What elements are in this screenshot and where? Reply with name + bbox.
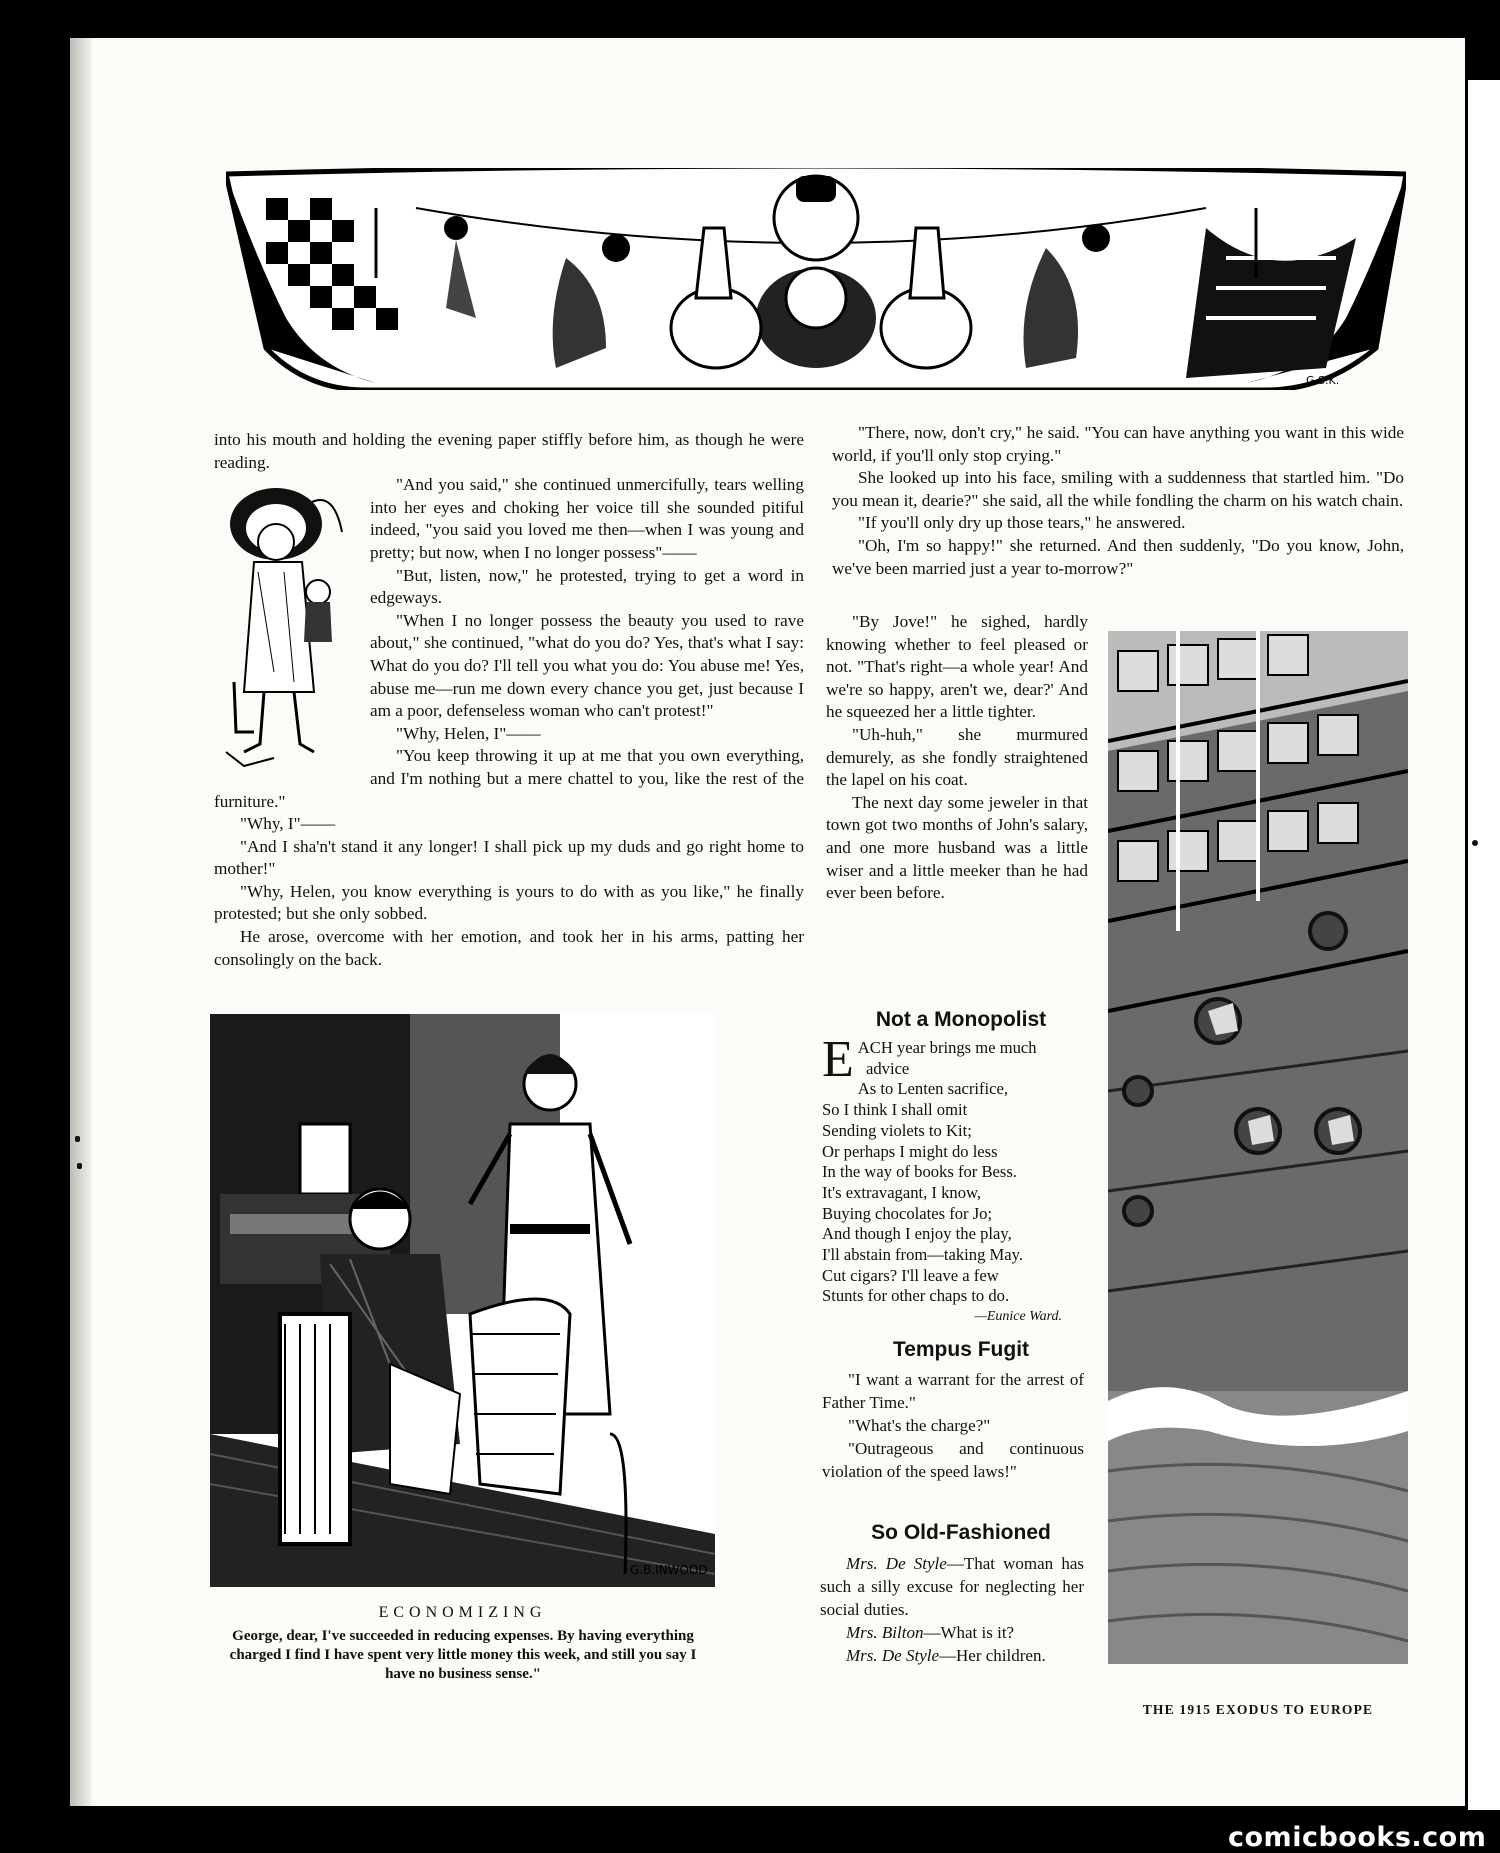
story-paragraph: "Why, Helen, I"—— (396, 723, 541, 743)
story-right-column (832, 422, 1404, 580)
facing-page-edge (1468, 80, 1500, 1810)
story-paragraph: "There, now, don't cry," he said. "You can have anything you want in this wide world, if you'll only stop crying." (832, 423, 1404, 465)
monopolist-poem (822, 1031, 1092, 1328)
story-narrow-column (826, 611, 1088, 905)
story-paragraph: "When I no longer possess the beauty you used to rave about," she continued, "what do you do? Yes, that's what I say: What do you do? I'll tell you what you do: You abuse me! Yes, abuse me—run me down every chance you get, just because I am a poor, defenseless woman who can't protest!" (370, 610, 804, 721)
site-watermark: comicbooks.com (1228, 1822, 1487, 1853)
tempus-fugit-joke (822, 1368, 1084, 1483)
poem-line: Or perhaps I might do less (822, 1141, 998, 1161)
story-paragraph (214, 474, 804, 564)
joke-line (820, 1644, 1084, 1667)
poem-line: I'll abstain from—taking May. (822, 1245, 1023, 1265)
story-paragraph: The next day some jeweler in that town got two months of John's salary, and one more husband was a little wiser and a little meeker than he had ever been before. (826, 792, 1088, 903)
ship-caption: THE 1915 EXODUS TO EUROPE (1142, 1702, 1374, 1717)
joke-heading: Tempus Fugit (892, 1338, 1030, 1361)
story-paragraph: She looked up into his face, smiling with a suddenness that startled him. "Do you mean it, dearie?" she said, all the while fondling the charm on his watch chain. (832, 468, 1404, 510)
story-left-column (214, 429, 804, 971)
dialogue: —That woman has such a silly excuse for neglecting her social duties. (820, 1554, 1084, 1619)
speaker: Mrs. De Style (846, 1646, 940, 1665)
dialogue: —What is it? (923, 1623, 1015, 1642)
svg-text:G.S.K.: G.S.K. (1306, 374, 1340, 387)
page-binding-edge (70, 38, 92, 1806)
story-paragraph: "Why, Helen, you know everything is yours to do with as you like," he finally protested; but she only sobbed. (214, 881, 804, 924)
economizing-title: ECONOMIZING (378, 1604, 547, 1621)
joke-line: "Outrageous and continuous violation of the speed laws!" (822, 1439, 1084, 1481)
joke-line: "What's the charge?" (848, 1416, 991, 1435)
story-paragraph: into his mouth and holding the evening paper stiffly before him, as though he were reading. (214, 430, 804, 472)
drop-cap: E (822, 1031, 854, 1088)
story-paragraph: He arose, overcome with her emotion, and took her in his arms, patting her consolingly on the back. (214, 927, 804, 969)
ship-horses-illustration (1108, 631, 1408, 1664)
story-paragraph: "By Jove!" he sighed, hardly knowing whether to feel pleased or not. "That's right—a whole year! And we're so happy, aren't we, dear?' And he squeezed her a little tighter. (826, 612, 1088, 722)
speaker: Mrs. Bilton (846, 1623, 924, 1642)
story-paragraph-text: "And you said," she continued unmercifully, tears welling into her eyes and choking her voice till she sounded pitiful indeed, "you said you loved me then—when I was young and pretty; but now, when I no longer possess"—— (370, 475, 804, 562)
poem-line: Buying chocolates for Jo; (822, 1203, 993, 1223)
story-paragraph: "Why, I"—— (240, 814, 336, 834)
margin-mark (77, 1163, 82, 1169)
story-paragraph: "Uh-huh," she murmured demurely, as she fondly straightened the lapel on his coat. (826, 724, 1088, 790)
poem-line: ACH year brings me much (857, 1038, 1037, 1057)
joke-line (820, 1621, 1084, 1644)
old-fashioned-joke (820, 1552, 1084, 1667)
woman-with-doll-illustration (214, 482, 354, 772)
poem-line: In the way of books for Bess. (822, 1162, 1017, 1182)
theatre-banner-illustration (226, 168, 1406, 390)
poem-line: So I think I shall omit (822, 1100, 968, 1120)
economizing-caption: George, dear, I've succeeded in reducing expenses. By having everything charged I find I have spent very little money this week, and still you say I have no business sense." (229, 1628, 697, 1682)
joke-heading: So Old-Fashioned (871, 1521, 1051, 1544)
story-paragraph: "Oh, I'm so happy!" she returned. And then suddenly, "Do you know, John, we've been married just a year to-morrow?" (832, 535, 1404, 578)
poem-line: Sending violets to Kit; (822, 1120, 972, 1140)
story-paragraph: "And I sha'n't stand it any longer! I shall pick up my duds and go right home to mother!" (214, 836, 804, 879)
poem-line: Stunts for other chaps to do. (822, 1286, 1010, 1306)
joke-line: "I want a warrant for the arrest of Father Time." (822, 1370, 1084, 1412)
joke-line (820, 1552, 1084, 1621)
story-paragraph: "You keep throwing it up at me that you own everything, and I'm nothing but a mere chattel to you, like the rest of the furniture." (214, 746, 804, 811)
story-paragraph: "But, listen, now," he protested, trying to get a word in edgeways. (370, 565, 804, 608)
dialogue: —Her children. (939, 1646, 1046, 1665)
poem-line: And though I enjoy the play, (822, 1224, 1012, 1244)
story-paragraph: "If you'll only dry up those tears," he answered. (858, 513, 1186, 533)
poem-line: advice (866, 1058, 910, 1078)
margin-mark (75, 1136, 80, 1142)
poem-line: It's extravagant, I know, (822, 1182, 982, 1202)
economizing-illustration (210, 1014, 715, 1587)
poem-author: —Eunice Ward. (974, 1309, 1062, 1325)
poem-line: Cut cigars? I'll leave a few (822, 1265, 999, 1285)
illustration-signature: G.B.INWOOD (630, 1563, 708, 1577)
speaker: Mrs. De Style (846, 1554, 947, 1573)
poem-heading: Not a Monopolist (875, 1008, 1047, 1031)
poem-line: As to Lenten sacrifice, (857, 1079, 1008, 1099)
